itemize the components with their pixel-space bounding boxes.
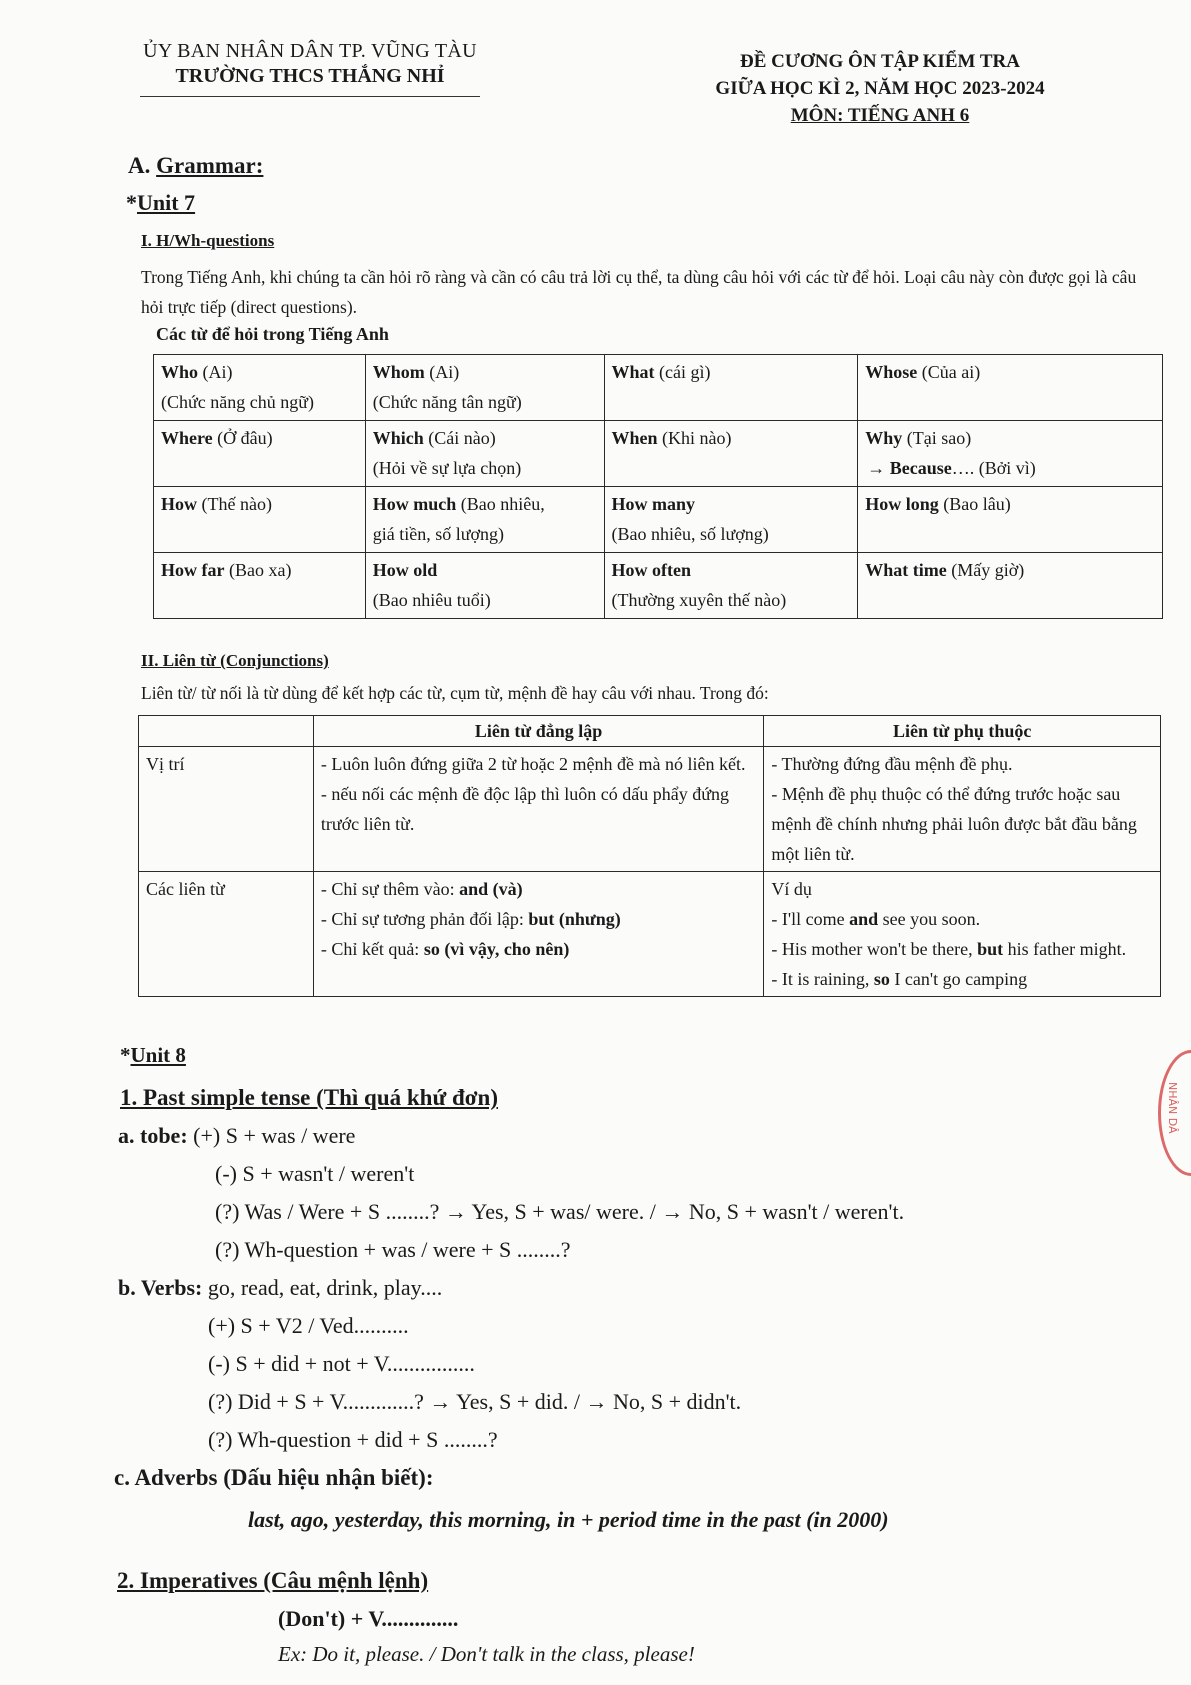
conj-item-text: - Chỉ sự tương phản đối lập: — [320, 909, 529, 929]
example-word: and — [849, 909, 879, 929]
example-text: see you soon. — [878, 909, 981, 929]
section-a-heading — [128, 153, 263, 179]
wh-word-line — [612, 489, 851, 519]
unit7-title: Unit 7 — [137, 190, 196, 215]
wh-word-line — [373, 555, 597, 585]
wh-cell — [858, 421, 1163, 487]
wh-cell — [365, 421, 604, 487]
header-right — [650, 48, 1110, 129]
wh-word-line — [373, 357, 597, 387]
wh-meaning: (Tại sao) — [902, 428, 972, 448]
imperative-example: Ex: Do it, please. / Don't talk in the class, please! — [278, 1642, 695, 1666]
wh-note: (Chức năng tân ngữ) — [372, 392, 522, 412]
example-line — [771, 934, 1153, 964]
verbs-examples: go, read, eat, drink, play.... — [202, 1275, 443, 1300]
wh-cell — [365, 355, 604, 421]
unit7-heading — [126, 190, 195, 216]
wh-word: How old — [372, 560, 438, 580]
wh-meaning: (cái gì) — [654, 362, 711, 382]
wh-cell — [858, 553, 1163, 619]
because-word: Because — [889, 458, 952, 478]
wh-word-line — [865, 555, 1155, 585]
conj-row-label: Vị trí — [139, 747, 314, 872]
doc-title: ĐỀ CƯƠNG ÔN TẬP KIỂM TRA — [740, 51, 1020, 72]
wh-note: giá tiền, số lượng) — [372, 524, 505, 544]
wh-table-caption: Các từ để hỏi trong Tiếng Anh — [156, 324, 389, 344]
wh-word-line — [373, 423, 597, 453]
wh-meaning: (Mấy giờ) — [946, 560, 1025, 580]
wh-meaning: (Bao lâu) — [938, 494, 1011, 514]
tobe-positive: (+) S + was / were — [187, 1123, 356, 1148]
conj-text: - Thường đứng đầu mệnh đề phụ. — [771, 754, 1013, 774]
school-name: TRƯỜNG THCS THẮNG NHỈ — [175, 65, 445, 87]
wh-meaning: (Của ai) — [917, 362, 981, 382]
header-rule — [140, 96, 480, 97]
conj-text: - Luôn luôn đứng giữa 2 từ hoặc 2 mệnh đề mà nó liên kết. — [320, 754, 746, 774]
wh-meaning: (Thế nào) — [197, 494, 272, 514]
example-line — [771, 904, 1153, 934]
wh-cell — [154, 421, 366, 487]
conj-item-text: - Chỉ sự thêm vào: — [320, 879, 460, 899]
wh-word: How often — [611, 560, 692, 580]
wh-cell — [604, 553, 858, 619]
wh-cell — [154, 487, 366, 553]
wh-row — [154, 355, 1163, 421]
doc-subject: MÔN: TIẾNG ANH 6 — [790, 105, 970, 126]
wh-word: What time — [865, 560, 947, 580]
wh-meaning: (Cái nào) — [423, 428, 496, 448]
tobe-wh-question: (?) Wh-question + was / were + S ........? — [215, 1237, 571, 1262]
stamp-text: NHÂN DÂ — [1166, 1082, 1179, 1134]
example-word: but — [977, 939, 1004, 959]
doc-term: GIỮA HỌC KÌ 2, NĂM HỌC 2023-2024 — [715, 78, 1045, 99]
verbs-positive: (+) S + V2 / Ved.......... — [208, 1313, 409, 1338]
verbs-wh-question: (?) Wh-question + did + S ........? — [208, 1427, 498, 1452]
conj-item — [321, 934, 757, 964]
conj-cell — [313, 747, 764, 872]
wh-word-line — [161, 489, 358, 519]
wh-note: (Bao nhiêu tuổi) — [372, 590, 491, 610]
wh-word-line — [161, 423, 358, 453]
part1-heading: I. H/Wh-questions — [141, 231, 275, 250]
adverbs-heading: c. Adverbs (Dấu hiệu nhận biết): — [114, 1465, 434, 1490]
tobe-negative: (-) S + wasn't / weren't — [215, 1161, 415, 1186]
unit8-star: * — [120, 1043, 131, 1067]
wh-word: Which — [372, 428, 424, 448]
wh-word-line — [865, 489, 1155, 519]
wh-word-line — [373, 489, 597, 519]
wh-word-line — [612, 555, 851, 585]
unit8-title: Unit 8 — [130, 1043, 186, 1067]
conj-row-list — [139, 872, 1161, 997]
verbs-line — [118, 1275, 442, 1301]
wh-word-line — [865, 423, 1155, 453]
wh-word: How — [161, 494, 197, 514]
wh-cell — [365, 487, 604, 553]
wh-questions-table — [153, 354, 1163, 619]
wh-row — [154, 487, 1163, 553]
verbs-negative: (-) S + did + not + V................ — [208, 1351, 475, 1376]
example-line — [771, 964, 1153, 994]
conj-header-coordinating: Liên từ đẳng lập — [313, 716, 764, 747]
wh-note: (Bao nhiêu, số lượng) — [611, 524, 769, 544]
conj-item-word: but (nhưng) — [528, 909, 621, 929]
past-simple-heading: 1. Past simple tense (Thì quá khứ đơn) — [120, 1085, 498, 1110]
wh-word: Why — [865, 428, 903, 448]
section-a-title: Grammar: — [156, 153, 264, 178]
part2-intro: Liên từ/ từ nối là từ dùng để kết hợp các từ, cụm từ, mệnh đề hay câu với nhau. Trong đó: — [141, 683, 769, 703]
tobe-line — [118, 1123, 355, 1149]
example-text: I can't go camping — [889, 969, 1028, 989]
conj-item-word: so (vì vậy, cho nên) — [423, 939, 570, 959]
imperative-form: (Don't) + V.............. — [278, 1606, 459, 1631]
example-text: - It is raining, — [771, 969, 874, 989]
conj-header-empty — [139, 716, 314, 747]
wh-note: (Thường xuyên thế nào) — [611, 590, 787, 610]
conj-text: - Mệnh đề phụ thuộc có thể đứng trước hoặc sau mệnh đề chính nhưng phải luôn được bắt đầu bằng một liên từ. — [771, 784, 1137, 864]
example-text: - His mother won't be there, — [771, 939, 978, 959]
conj-item — [321, 874, 757, 904]
conj-item-word: and (và) — [459, 879, 523, 899]
example-text: his father might. — [1003, 939, 1127, 959]
conj-item-text: - Chỉ kết quả: — [320, 939, 424, 959]
wh-cell — [365, 553, 604, 619]
conj-cell — [764, 872, 1161, 997]
conj-header-subordinating: Liên từ phụ thuộc — [764, 716, 1161, 747]
wh-meaning: (Ở đâu) — [212, 428, 273, 448]
part1-intro: Trong Tiếng Anh, khi chúng ta cần hỏi rõ ràng và cần có câu trả lời cụ thể, ta dùng câu hỏi với các từ để hỏi. Loại câu này còn được gọi là câu hỏi trực tiếp (direct questions). — [141, 267, 1137, 317]
wh-word-line — [161, 555, 358, 585]
example-word: so — [873, 969, 890, 989]
unit7-star: * — [126, 190, 137, 215]
wh-meaning: (Khi nào) — [657, 428, 732, 448]
wh-note: (Chức năng chủ ngữ) — [161, 392, 314, 412]
wh-word: When — [611, 428, 658, 448]
wh-cell — [604, 487, 858, 553]
conj-row-position — [139, 747, 1161, 872]
conj-row-label: Các liên từ — [139, 872, 314, 997]
tobe-question: (?) Was / Were + S ........? → Yes, S + was/ were. / → No, S + wasn't / weren't. — [215, 1199, 905, 1224]
wh-meaning: (Bao nhiêu, — [456, 494, 545, 514]
wh-meaning: (Ai) — [424, 362, 460, 382]
conj-item — [321, 904, 757, 934]
wh-word-line — [612, 357, 851, 387]
section-a-letter: A. — [128, 153, 157, 178]
wh-cell — [604, 421, 858, 487]
wh-word-line — [865, 357, 1155, 387]
because-meaning: …. (Bởi vì) — [951, 458, 1036, 478]
conj-text: - nếu nối các mệnh đề độc lập thì luôn có dấu phẩy đứng trước liên từ. — [320, 784, 729, 834]
wh-row — [154, 553, 1163, 619]
wh-word: How many — [611, 494, 696, 514]
because-line — [865, 453, 1155, 483]
wh-word: Whose — [865, 362, 918, 382]
conj-header-row — [139, 716, 1161, 747]
wh-cell — [604, 355, 858, 421]
wh-cell — [858, 487, 1163, 553]
wh-word: How far — [161, 560, 225, 580]
tobe-label: a. tobe: — [118, 1123, 188, 1148]
wh-word: Whom — [372, 362, 425, 382]
header-left — [100, 40, 520, 97]
wh-note: (Hỏi về sự lựa chọn) — [372, 458, 522, 478]
unit8-heading — [120, 1043, 186, 1068]
example-label: Ví dụ — [771, 879, 812, 899]
wh-word: How long — [865, 494, 939, 514]
wh-word: Who — [161, 362, 199, 382]
wh-word: Where — [161, 428, 213, 448]
verbs-question: (?) Did + S + V.............? → Yes, S + did. / → No, S + didn't. — [208, 1389, 742, 1414]
wh-cell — [154, 355, 366, 421]
arrow-icon: → — [867, 458, 890, 478]
example-text: - I'll come — [771, 909, 850, 929]
wh-word-line — [161, 357, 358, 387]
wh-meaning: (Bao xa) — [224, 560, 292, 580]
wh-word: What — [611, 362, 655, 382]
wh-word: How much — [372, 494, 457, 514]
wh-row — [154, 421, 1163, 487]
wh-cell — [858, 355, 1163, 421]
verbs-label: b. Verbs: — [118, 1275, 203, 1300]
conjunctions-table — [138, 715, 1161, 997]
adverbs-list: last, ago, yesterday, this morning, in + period time in the past (in 2000) — [248, 1507, 889, 1532]
wh-word-line — [612, 423, 851, 453]
imperatives-heading: 2. Imperatives (Câu mệnh lệnh) — [117, 1568, 429, 1593]
part2-heading: II. Liên từ (Conjunctions) — [141, 651, 329, 670]
committee-name: ỦY BAN NHÂN DÂN TP. VŨNG TÀU — [143, 40, 477, 62]
conj-cell — [764, 747, 1161, 872]
wh-meaning: (Ai) — [198, 362, 233, 382]
conj-cell — [313, 872, 764, 997]
wh-cell — [154, 553, 366, 619]
